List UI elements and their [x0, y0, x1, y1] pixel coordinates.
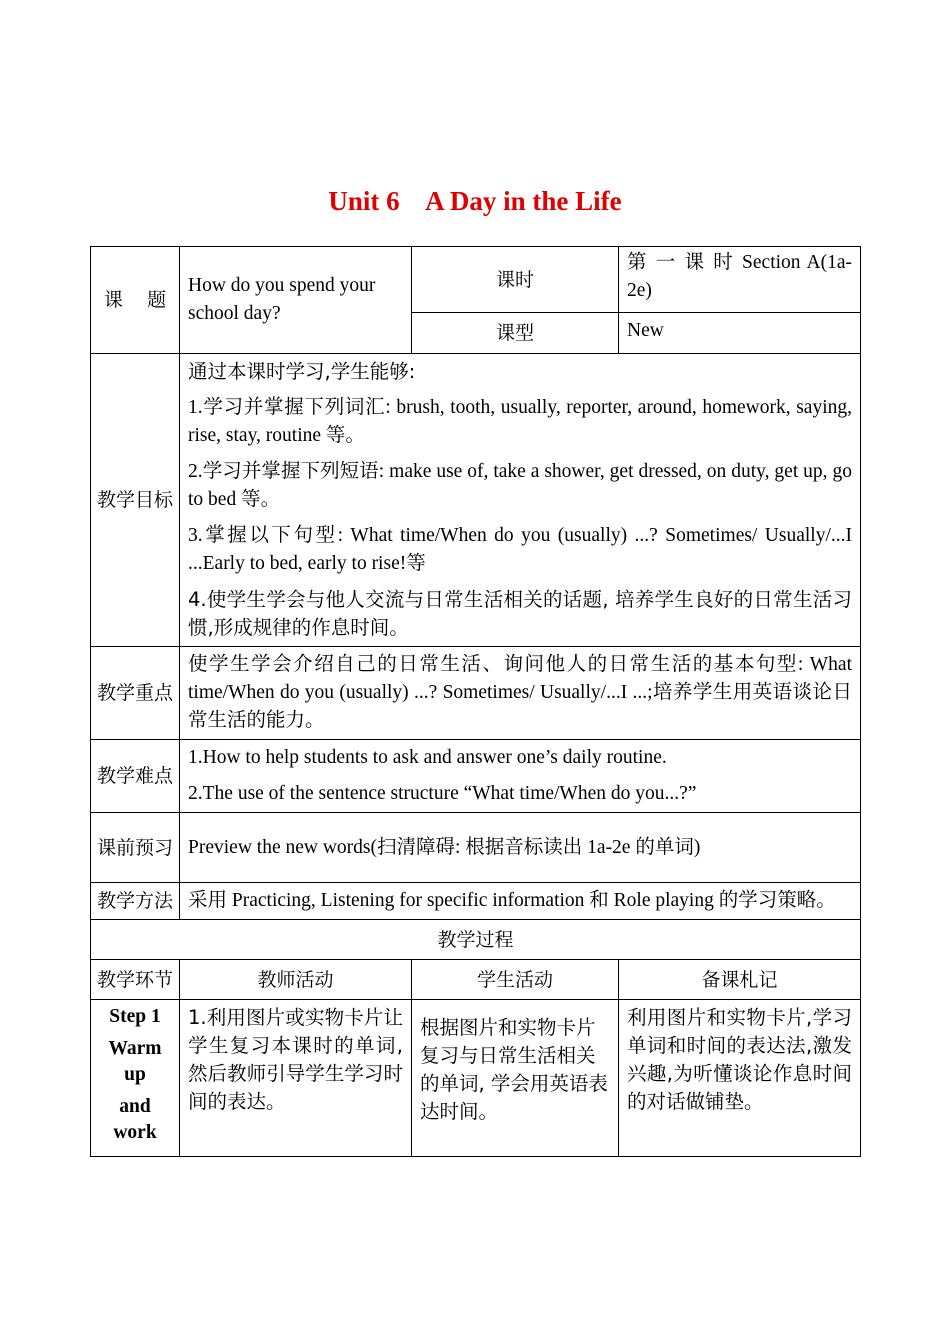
step-number: Step 1 — [109, 1006, 161, 1027]
topic-value: How do you spend your school day? — [180, 247, 412, 354]
key-points-row — [91, 647, 861, 740]
objective-item: 3.掌握以下句型: What time/When do you (usually) ...? Sometimes/ Usually/...I ...Early to bed, early to rise!等 — [188, 525, 852, 574]
step-name: Warm up — [108, 1038, 162, 1085]
process-col-student: 学生活动 — [412, 960, 619, 1000]
key-points-label: 教学重点 — [91, 647, 180, 740]
difficulties-row — [91, 740, 861, 813]
type-value: New — [619, 313, 861, 354]
preview-text: Preview the new words(扫清障碍: 根据音标读出 1a-2e 的单词) — [180, 813, 861, 883]
difficulties-label: 教学难点 — [91, 740, 180, 813]
process-step — [91, 1000, 180, 1157]
methods-text: 采用 Practicing, Listening for specific information 和 Role playing 的学习策略。 — [180, 883, 861, 920]
difficulties-content — [180, 740, 861, 813]
process-header-row — [91, 960, 861, 1000]
difficulty-item: 2.The use of the sentence structure “What time/When do you...?” — [188, 783, 697, 804]
objectives-content — [180, 354, 861, 647]
lesson-plan-table — [90, 246, 861, 1157]
type-label: 课型 — [412, 313, 619, 354]
student-activity: 根据图片和实物卡片复习与日常生活相关的单词, 学会用英语表达时间。 — [412, 1000, 619, 1157]
objectives-label: 教学目标 — [91, 354, 180, 647]
header-row-1 — [91, 247, 861, 313]
methods-row — [91, 883, 861, 920]
teacher-activity: 1.利用图片或实物卡片让学生复习本课时的单词, 然后教师引导学生学习时间的表达。 — [180, 1000, 412, 1157]
difficulty-item: 1.How to help students to ask and answer one’s daily routine. — [188, 747, 667, 768]
process-title: 教学过程 — [91, 920, 861, 960]
process-title-row — [91, 920, 861, 960]
step-name: and work — [113, 1096, 157, 1143]
process-col-notes: 备课札记 — [619, 960, 861, 1000]
page-title: Unit 6 A Day in the Life — [328, 186, 622, 216]
objective-item: 1.学习并掌握下列词汇: brush, tooth, usually, reporter, around, homework, saying, rise, stay, routine 等。 — [188, 397, 852, 446]
process-row — [91, 1000, 861, 1157]
period-label: 课时 — [412, 247, 619, 313]
preview-label: 课前预习 — [91, 813, 180, 883]
objective-item: 2.学习并掌握下列短语: make use of, take a shower, get dressed, on duty, get up, go to bed 等。 — [188, 461, 852, 510]
prep-notes: 利用图片和实物卡片,学习单词和时间的表达法,激发兴趣,为听懂谈论作息时间的对话做铺垫。 — [619, 1000, 861, 1157]
process-col-step: 教学环节 — [91, 960, 180, 1000]
preview-row — [91, 813, 861, 883]
period-value: 第 一 课 时 Section A(1a-2e) — [619, 247, 861, 313]
process-col-teacher: 教师活动 — [180, 960, 412, 1000]
methods-label: 教学方法 — [91, 883, 180, 920]
key-points-text: 使学生学会介绍自己的日常生活、询问他人的日常生活的基本句型: What time/When do you (usually) ...? Sometimes/ Usually/...I ...;培养学生用英语谈论日常生活的能力。 — [180, 647, 861, 740]
objectives-row — [91, 354, 861, 647]
objective-item: 4.使学生学会与他人交流与日常生活相关的话题, 培养学生良好的日常生活习惯,形成规律的作息时间。 — [188, 588, 852, 639]
objectives-intro: 通过本课时学习,学生能够: — [188, 360, 416, 383]
topic-label: 课 题 — [91, 247, 180, 354]
